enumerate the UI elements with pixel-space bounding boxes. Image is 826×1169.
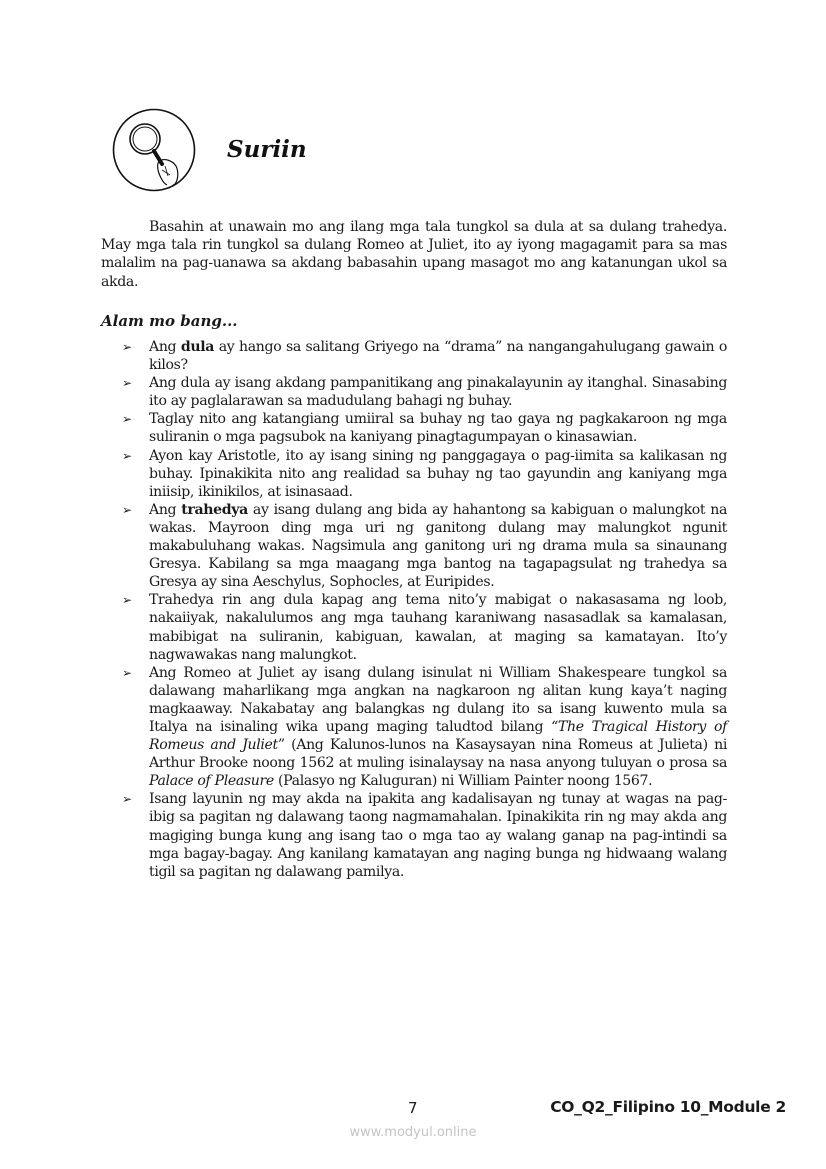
- list-item: [122, 374, 727, 410]
- watermark: www.modyul.online: [349, 1125, 477, 1140]
- list-item-text: ay isang dulang ang bida ay hahantong sa kabiguan o malungkot na wakas. Mayroon ding mga uri ng ganitong dulang may malungkot ngunit makabuluhang wakas. Nagsimula ang ganitong uri ng drama mula sa sinaunang Gresya. Kabilang sa mga maagang mga bantog na tagapagsulat ng trahedya sa Gresya ay sina Aeschylus, Sophocles, at Euripides.: [149, 501, 727, 591]
- fact-list: [122, 338, 727, 881]
- page-number: 7: [408, 1099, 418, 1117]
- list-item: [122, 664, 727, 791]
- list-item-text: Ang: [149, 339, 181, 355]
- arrow-bullet-icon: ➢: [122, 593, 132, 608]
- arrow-bullet-icon: ➢: [122, 340, 132, 354]
- list-item: [122, 338, 727, 374]
- list-item: [122, 410, 727, 446]
- term-bold: trahedya: [181, 501, 248, 518]
- list-item-text: Trahedya rin ang dula kapag ang tema nito’y mabigat o nakasasama ng loob, nakaiiyak, nakalulumos ang mga tauhang karaniwang nasasadlak sa kamalasan, mabibigat na suliranin, kabiguan, kawalan, at maging sa kamatayan. Ito’y nagwawakas nang malungkot.: [149, 592, 727, 663]
- arrow-bullet-icon: ➢: [122, 376, 132, 391]
- arrow-bullet-icon: ➢: [122, 502, 132, 517]
- list-item-text: ” (Ang Kalunos-lunos na Kasaysayan nina Romeus at Julieta) ni Arthur Brooke noong 1562 at muling isinalaysay na nasa anyong tuluyan o prosa sa: [149, 737, 727, 772]
- list-item-text: Taglay nito ang katangiang umiiral sa buhay ng tao gaya ng pagkakaroon ng mga suliranin o mga pagsubok na kaniyang pinagtagumpayan o kinasawian.: [149, 411, 727, 446]
- section-title: Suriin: [227, 136, 307, 163]
- list-item-text: Ang: [149, 501, 182, 518]
- list-item: [122, 447, 727, 501]
- list-item: [122, 501, 727, 591]
- module-code: CO_Q2_Filipino 10_Module 2: [550, 1098, 786, 1116]
- list-item: [122, 591, 727, 663]
- list-item-text: Isang layunin ng may akda na ipakita ang kadalisayan ng tunay at wagas na pag-ibig sa pagitan ng dalawang taong nagmamahalan. Ipinakikita rin ng may akda ang magiging bunga kung ang isang tao o mga tao ay walang ganap na pag-intindi sa mga bagay-bagay. Ang kanilang kamatayan ang naging bunga ng hidwaang walang tigil sa pagitan ng dalawang pamilya.: [149, 791, 727, 880]
- list-item: [122, 790, 727, 880]
- arrow-bullet-icon: ➢: [122, 412, 132, 427]
- list-item-text: ay hango sa salitang Griyego na “drama” na nangangahulugang gawain o kilos?: [149, 339, 728, 374]
- title-italic: “The Tragical History of Romeus and Juliet: [149, 718, 727, 754]
- arrow-bullet-icon: ➢: [122, 792, 132, 807]
- title-italic: Palace of Pleasure: [149, 773, 274, 790]
- list-item-text: (Palasyo ng Kaluguran) ni William Painter noong 1567.: [273, 773, 653, 790]
- list-item-text: Ayon kay Aristotle, ito ay isang sining ng panggagaya o pag-iimita sa kalikasan ng buhay. Ipinakikita nito ang realidad sa buhay ng tao gayundin ang kaniyang mga iniisip, ikinikilos, at isinasaad.: [149, 447, 727, 500]
- subheading: Alam mo bang...: [101, 312, 238, 330]
- list-item-text: Ang Romeo at Juliet ay isang dulang isinulat ni William Shakespeare tungkol sa dalawang maharlikang mga angkan na nagkaroon ng alitan kung kaya’t naging magkaaway. Nakabatay ang balangkas ng dulang ito sa isang kuwento mula sa Italya na isinaling wika upang maging taludtod bilang: [149, 664, 727, 735]
- arrow-bullet-icon: ➢: [122, 448, 132, 463]
- list-item-text: Ang dula ay isang akdang pampanitikang ang pinakalayunin ay itanghal. Sinasabing ito ay paglalarawan sa madudulang bahagi ng buhay.: [149, 375, 727, 410]
- term-bold: dula: [180, 339, 215, 355]
- magnifying-glass-hand-icon: [112, 108, 196, 192]
- arrow-bullet-icon: ➢: [122, 665, 132, 680]
- intro-paragraph: [101, 218, 727, 291]
- intro-text: Basahin at unawain mo ang ilang mga tala tungkol sa dula at sa dulang trahedya. May mga tala rin tungkol sa dulang Romeo at Juliet, ito ay iyong magagamit para sa mas malalim na pag-uanawa sa akdang babasahin upang masagot mo ang katanungan ukol sa akda.: [101, 219, 727, 290]
